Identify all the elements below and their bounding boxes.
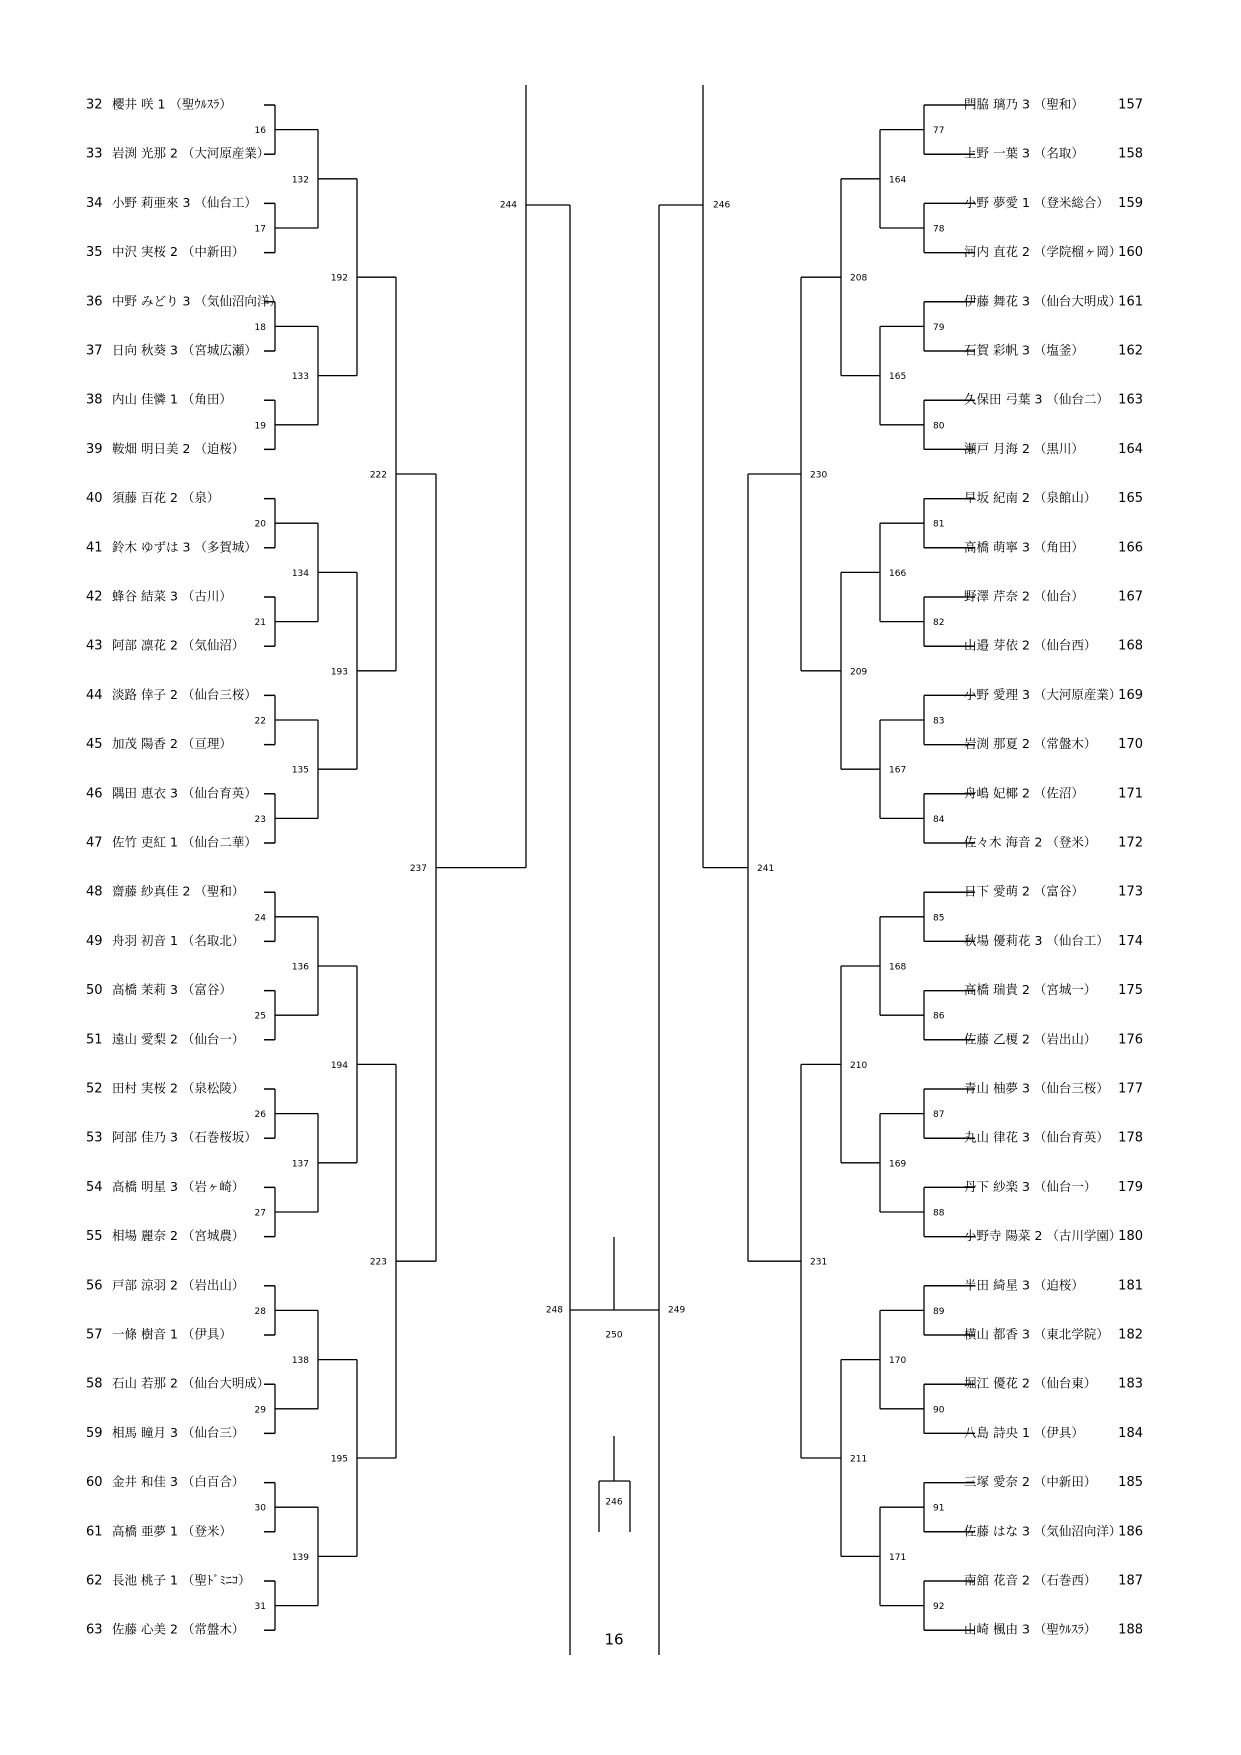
- entry-seed: 57: [86, 1327, 103, 1343]
- match-number: 169: [889, 1159, 907, 1170]
- match-number: 166: [889, 568, 907, 579]
- entry-seed: 36: [86, 294, 103, 310]
- entry-name: 岩渕 光那 2 （大河原産業）: [112, 145, 270, 161]
- match-number: 91: [933, 1503, 945, 1514]
- match-number: 24: [254, 913, 266, 924]
- entry-name: 鈴木 ゆずは 3 （多賀城）: [112, 539, 257, 555]
- entry-name: 鞍畑 明日美 2 （迫桜）: [112, 440, 245, 456]
- entry-name: 高橋 瑞貴 2 （宮城一）: [964, 982, 1097, 998]
- entry-seed: 173: [1118, 884, 1143, 900]
- match-number: 83: [933, 716, 945, 727]
- entry-name: 舟嶋 妃椰 2 （佐沼）: [964, 785, 1084, 801]
- match-number: 84: [933, 814, 945, 825]
- entry-seed: 46: [86, 786, 103, 802]
- entry-seed: 53: [86, 1130, 103, 1146]
- match-number: 19: [254, 421, 266, 432]
- match-number: 28: [254, 1306, 266, 1317]
- entry-seed: 163: [1118, 392, 1143, 408]
- entry-name: 横山 都香 3 （東北学院）: [964, 1326, 1109, 1342]
- entry-seed: 35: [86, 245, 103, 261]
- entry-seed: 177: [1118, 1081, 1143, 1097]
- entry-seed: 54: [86, 1179, 103, 1195]
- entry-name: 久保田 弓葉 3 （仙台二）: [964, 391, 1109, 407]
- match-number: 137: [291, 1159, 309, 1170]
- entry-name: 日下 愛萌 2 （富谷）: [964, 883, 1084, 899]
- entry-name: 南舘 花音 2 （石巻西）: [964, 1572, 1097, 1588]
- entry-name: 小野寺 陽菜 2 （古川学園）: [964, 1228, 1122, 1244]
- entry-seed: 168: [1118, 638, 1143, 654]
- entry-name: 早坂 紀南 2 （泉館山）: [964, 490, 1097, 506]
- entry-name: 佐竹 吏紅 1 （仙台二華）: [112, 834, 257, 850]
- entry-seed: 157: [1118, 97, 1143, 113]
- match-number: 244: [499, 200, 517, 211]
- entry-name: 加茂 陽香 2 （亘理）: [112, 736, 232, 752]
- entry-name: 蜂谷 結菜 3 （古川）: [112, 588, 232, 604]
- entry-name: 相馬 瞳月 3 （仙台三）: [112, 1424, 245, 1440]
- entry-seed: 187: [1118, 1573, 1143, 1589]
- match-number: 92: [933, 1602, 945, 1613]
- entry-name: 丸山 律花 3 （仙台育英）: [964, 1129, 1109, 1145]
- match-number: 170: [889, 1356, 907, 1367]
- entry-seed: 175: [1118, 983, 1143, 999]
- match-number: 223: [369, 1257, 387, 1268]
- entry-name: 隅田 恵衣 3 （仙台育英）: [112, 785, 257, 801]
- match-number: 31: [254, 1602, 266, 1613]
- entry-name: 舟羽 初音 1 （名取北）: [112, 932, 245, 948]
- entry-name: 高橋 亜夢 1 （登米）: [112, 1523, 232, 1539]
- match-number: 195: [330, 1454, 348, 1465]
- match-number: 88: [933, 1208, 945, 1219]
- entry-seed: 32: [86, 97, 103, 113]
- entry-seed: 42: [86, 589, 103, 605]
- entry-seed: 182: [1118, 1327, 1143, 1343]
- match-number: 249: [668, 1305, 686, 1316]
- match-number: 27: [254, 1208, 266, 1219]
- match-number: 132: [291, 175, 309, 186]
- entry-name: 門脇 璃乃 3 （聖和）: [964, 96, 1084, 112]
- entry-seed: 55: [86, 1229, 103, 1245]
- entry-name: 中野 みどり 3 （気仙沼向洋）: [112, 293, 282, 309]
- entry-name: 相場 麗奈 2 （宮城農）: [112, 1228, 245, 1244]
- entry-name: 齋藤 紗真佳 2 （聖和）: [112, 883, 245, 899]
- match-number: 210: [850, 1060, 868, 1071]
- entry-seed: 33: [86, 146, 103, 162]
- match-number: 18: [254, 322, 266, 333]
- match-number: 241: [757, 864, 775, 875]
- entry-seed: 174: [1118, 933, 1143, 949]
- match-number: 168: [889, 962, 907, 973]
- entry-name: 戸部 涼羽 2 （岩出山）: [112, 1277, 245, 1293]
- entry-name: 田村 実桜 2 （泉松陵）: [112, 1080, 245, 1096]
- entry-name: 高橋 茉莉 3 （富谷）: [112, 982, 232, 998]
- entry-name: 瀬戸 月海 2 （黒川）: [964, 440, 1084, 456]
- entry-seed: 176: [1118, 1032, 1143, 1048]
- match-number: 29: [254, 1405, 266, 1416]
- entry-name: 佐藤 乙榎 2 （岩出山）: [964, 1031, 1097, 1047]
- entry-name: 青山 柚夢 3 （仙台三桜）: [964, 1080, 1109, 1096]
- entry-name: 金井 和佳 3 （白百合）: [112, 1474, 245, 1490]
- entry-name: 日向 秋葵 3 （宮城広瀬）: [112, 342, 257, 358]
- match-number: 78: [933, 224, 945, 235]
- entry-seed: 59: [86, 1425, 103, 1441]
- entry-name: 佐々木 海音 2 （登米）: [964, 834, 1097, 850]
- match-number: 193: [330, 667, 348, 678]
- match-number: 82: [933, 618, 945, 629]
- match-number: 250: [605, 1330, 623, 1341]
- entry-seed: 171: [1118, 786, 1143, 802]
- match-number: 167: [889, 765, 907, 776]
- entry-seed: 166: [1118, 540, 1143, 556]
- match-number: 16: [254, 126, 266, 137]
- entry-seed: 56: [86, 1278, 103, 1294]
- match-number: 20: [254, 519, 266, 530]
- entry-name: 長池 桃子 1 （聖ﾄﾞﾐﾆｺ）: [112, 1572, 251, 1588]
- entry-name: 半田 綺星 3 （迫桜）: [964, 1277, 1084, 1293]
- entry-seed: 169: [1118, 687, 1143, 703]
- entry-seed: 48: [86, 884, 103, 900]
- entry-name: 石賀 彩帆 3 （塩釜）: [964, 342, 1084, 358]
- entry-seed: 60: [86, 1475, 103, 1491]
- match-number: 164: [889, 175, 907, 186]
- match-number: 81: [933, 519, 945, 530]
- entry-seed: 181: [1118, 1278, 1143, 1294]
- entry-name: 河内 直花 2 （学院榴ヶ岡）: [964, 244, 1122, 260]
- entry-seed: 172: [1118, 835, 1143, 851]
- match-number: 86: [933, 1011, 945, 1022]
- entry-name: 阿部 佳乃 3 （石巻桜坂）: [112, 1129, 257, 1145]
- entry-seed: 40: [86, 491, 103, 507]
- match-number: 85: [933, 913, 945, 924]
- match-number: 23: [254, 814, 266, 825]
- entry-name: 八島 詩央 1 （伊具）: [964, 1424, 1084, 1440]
- match-number: 79: [933, 322, 945, 333]
- entry-name: 山邉 芽依 2 （仙台西）: [964, 637, 1097, 653]
- entry-seed: 43: [86, 638, 103, 654]
- match-number: 165: [889, 372, 907, 383]
- entry-name: 佐藤 はな 3 （気仙沼向洋）: [964, 1523, 1122, 1539]
- match-number: 139: [291, 1552, 309, 1563]
- entry-name: 一條 樹音 1 （伊具）: [112, 1326, 232, 1342]
- entry-seed: 50: [86, 983, 103, 999]
- entry-seed: 47: [86, 835, 103, 851]
- entry-name: 秋場 優莉花 3 （仙台工）: [964, 932, 1109, 948]
- match-number: 136: [291, 962, 309, 973]
- match-number: 134: [291, 568, 309, 579]
- entry-name: 岩渕 那夏 2 （常盤木）: [964, 736, 1097, 752]
- entry-seed: 44: [86, 687, 103, 703]
- entry-name: 野澤 芹奈 2 （仙台）: [964, 588, 1084, 604]
- match-number: 133: [291, 372, 309, 383]
- entry-name: 高橋 萌寧 3 （角田）: [964, 539, 1084, 555]
- entry-name: 内山 佳憐 1 （角田）: [112, 391, 232, 407]
- match-number: 246: [605, 1497, 623, 1508]
- entry-name: 山崎 楓由 3 （聖ｳﾙｽﾗ）: [964, 1621, 1097, 1637]
- match-number: 171: [889, 1552, 907, 1563]
- entry-seed: 61: [86, 1524, 103, 1540]
- match-number: 87: [933, 1110, 945, 1121]
- entry-name: 丹下 紗楽 3 （仙台一）: [964, 1178, 1097, 1194]
- match-number: 222: [369, 470, 387, 481]
- entry-name: 佐藤 心美 2 （常盤木）: [112, 1621, 245, 1637]
- entry-name: 須藤 百花 2 （泉）: [112, 490, 220, 506]
- entry-seed: 158: [1118, 146, 1143, 162]
- entry-seed: 180: [1118, 1229, 1143, 1245]
- entry-name: 小野 愛理 3 （大河原産業）: [964, 686, 1122, 702]
- match-number: 209: [850, 667, 868, 678]
- entry-name: 石山 若那 2 （仙台大明成）: [112, 1375, 270, 1391]
- entry-seed: 179: [1118, 1179, 1143, 1195]
- entry-seed: 51: [86, 1032, 103, 1048]
- entry-seed: 160: [1118, 245, 1143, 261]
- match-number: 89: [933, 1306, 945, 1317]
- match-number: 208: [850, 273, 868, 284]
- entry-name: 櫻井 咲 1 （聖ｳﾙｽﾗ）: [112, 96, 232, 112]
- entry-seed: 39: [86, 441, 103, 457]
- entry-name: 阿部 凛花 2 （気仙沼）: [112, 637, 245, 653]
- entry-seed: 178: [1118, 1130, 1143, 1146]
- entry-name: 上野 一葉 3 （名取）: [964, 145, 1084, 161]
- entry-seed: 184: [1118, 1425, 1143, 1441]
- match-number: 22: [254, 716, 266, 727]
- entry-seed: 62: [86, 1573, 103, 1589]
- match-number: 21: [254, 618, 266, 629]
- entry-name: 堀江 優花 2 （仙台東）: [964, 1375, 1097, 1391]
- entry-seed: 188: [1118, 1622, 1143, 1638]
- match-number: 138: [291, 1356, 309, 1367]
- match-number: 17: [254, 224, 266, 235]
- match-number: 30: [254, 1503, 266, 1514]
- match-number: 25: [254, 1011, 266, 1022]
- entry-name: 三塚 愛奈 2 （中新田）: [964, 1474, 1097, 1490]
- match-number: 230: [810, 470, 828, 481]
- entry-seed: 63: [86, 1622, 103, 1638]
- match-number: 90: [933, 1405, 945, 1416]
- entry-seed: 41: [86, 540, 103, 556]
- entry-seed: 45: [86, 737, 103, 753]
- entry-name: 淡路 倖子 2 （仙台三桜）: [112, 686, 257, 702]
- entry-seed: 49: [86, 933, 103, 949]
- match-number: 192: [330, 273, 348, 284]
- match-number: 135: [291, 765, 309, 776]
- entry-seed: 159: [1118, 195, 1143, 211]
- match-number: 231: [810, 1257, 828, 1268]
- entry-seed: 162: [1118, 343, 1143, 359]
- entry-seed: 185: [1118, 1475, 1143, 1491]
- entry-seed: 186: [1118, 1524, 1143, 1540]
- entry-name: 伊藤 舞花 3 （仙台大明成）: [964, 293, 1122, 309]
- entry-seed: 167: [1118, 589, 1143, 605]
- match-number: 77: [933, 126, 945, 137]
- match-number: 248: [545, 1305, 563, 1316]
- entry-seed: 38: [86, 392, 103, 408]
- match-number: 237: [409, 864, 427, 875]
- entry-seed: 34: [86, 195, 103, 211]
- entry-name: 中沢 実桜 2 （中新田）: [112, 244, 245, 260]
- entry-seed: 161: [1118, 294, 1143, 310]
- entry-name: 小野 莉亜來 3 （仙台工）: [112, 194, 257, 210]
- entry-seed: 37: [86, 343, 103, 359]
- entry-name: 高橋 明星 3 （岩ヶ崎）: [112, 1178, 245, 1194]
- entry-seed: 58: [86, 1376, 103, 1392]
- match-number: 26: [254, 1110, 266, 1121]
- entry-seed: 183: [1118, 1376, 1143, 1392]
- entry-name: 遠山 愛梨 2 （仙台一）: [112, 1031, 245, 1047]
- match-number: 246: [713, 200, 731, 211]
- match-number: 194: [330, 1060, 348, 1071]
- entry-seed: 170: [1118, 737, 1143, 753]
- page-number: 16: [604, 1630, 624, 1649]
- entry-seed: 165: [1118, 491, 1143, 507]
- entry-seed: 164: [1118, 441, 1143, 457]
- match-number: 80: [933, 421, 945, 432]
- entry-name: 小野 夢愛 1 （登米総合）: [964, 194, 1109, 210]
- match-number: 211: [850, 1454, 868, 1465]
- entry-seed: 52: [86, 1081, 103, 1097]
